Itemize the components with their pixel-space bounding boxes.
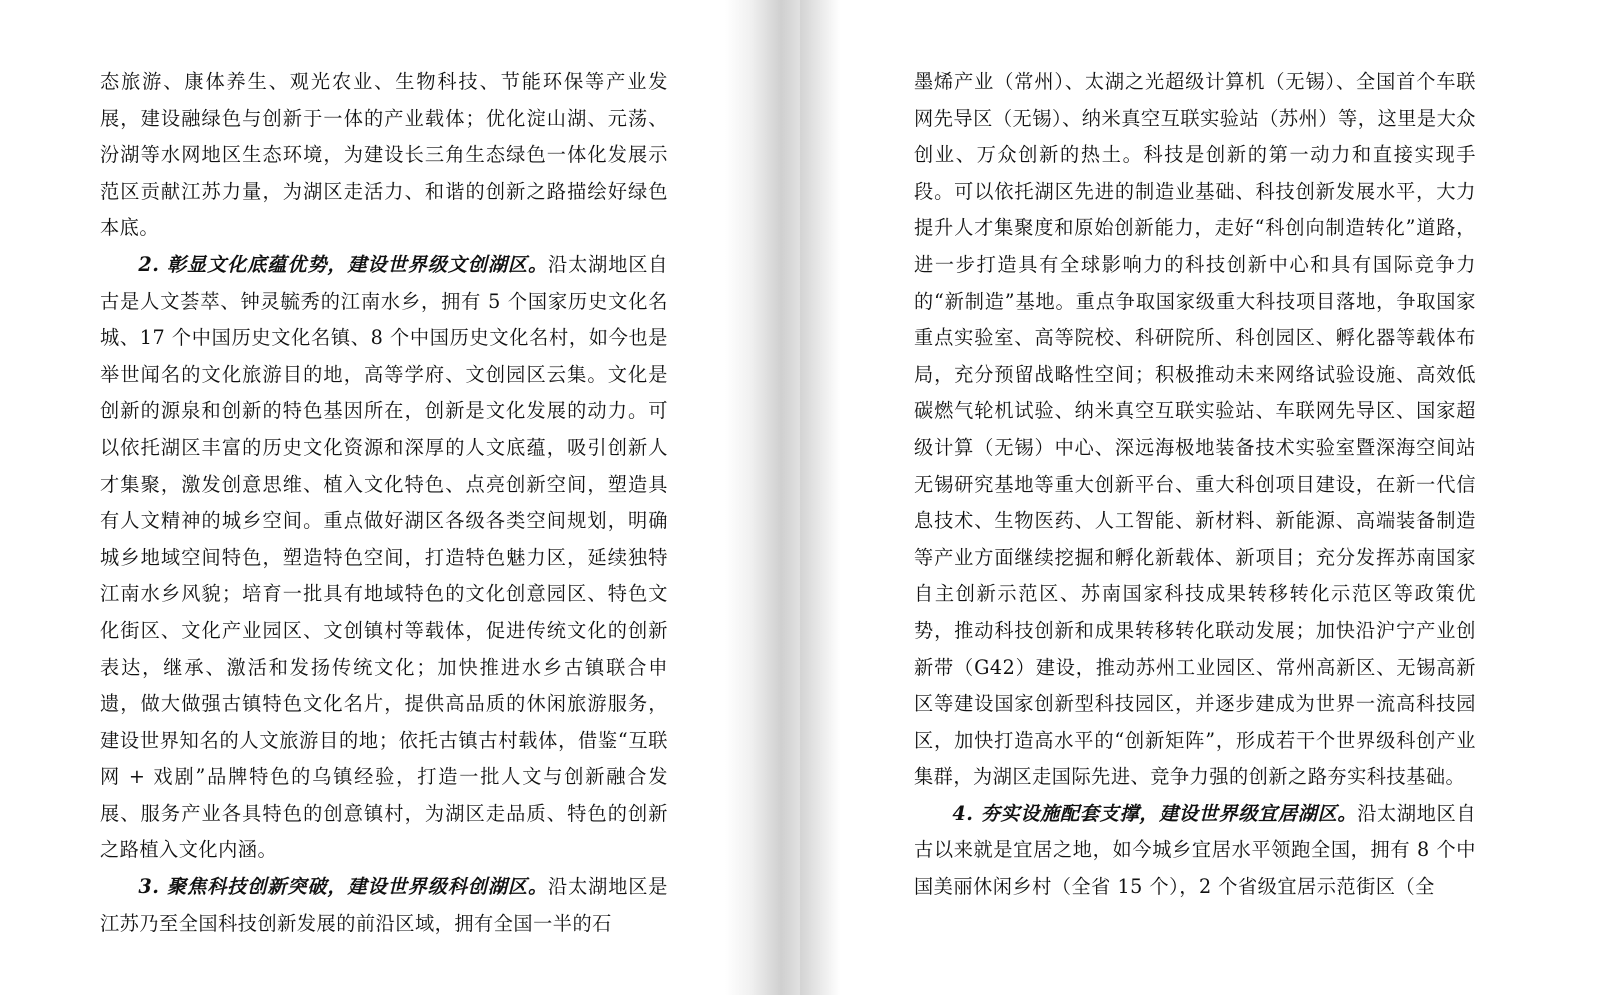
left-page-text: [100, 64, 668, 942]
paragraph: [100, 64, 668, 247]
paragraph-text: 墨烯产业（常州）、太湖之光超级计算机（无锡）、全国首个车联网先导区（无锡）、纳米真空互联实验站（苏州）等，这里是大众创业、万众创新的热土。科技是创新的第一动力和直接实现手段。可以依托湖区先进的制造业基础、科技创新发展水平，大力提升人才集聚度和原始创新能力，走好“科创向制造转化”道路，进一步打造具有全球影响力的科技创新中心和具有国际竞争力的“新制造”基地。重点争取国家级重大科技项目落地，争取国家重点实验室、高等院校、科研院所、科创园区、孵化器等载体布局，充分预留战略性空间；积极推动未来网络试验设施、高效低碳燃气轮机试验、纳米真空互联实验站、车联网先导区、国家超级计算（无锡）中心、深远海极地装备技术实验室暨深海空间站无锡研究基地等重大创新平台、重大科创项目建设，在新一代信息技术、生物医药、人工智能、新材料、新能源、高端装备制造等产业方面继续挖掘和孵化新载体、新项目；充分发挥苏南国家自主创新示范区、苏南国家科技成果转移转化示范区等政策优势，推动科技创新和成果转移转化联动发展；加快沿沪宁产业创新带（G42）建设，推动苏州工业园区、常州高新区、无锡高新区等建设国家创新型科技园区，并逐步建成为世界一流高科技园区，加快打造高水平的“创新矩阵”，形成若干个世界级科创产业集群，为湖区走国际先进、竞争力强的创新之路夯实科技基础。: [914, 70, 1476, 789]
section-heading: 2. 彰显文化底蕴优势，建设世界级文创湖区。: [138, 252, 549, 276]
book-gutter: [725, 0, 800, 995]
section-heading: 3. 聚焦科技创新突破，建设世界级科创湖区。: [138, 875, 549, 899]
paragraph-text: 沿太湖地区是江苏乃至全国科技创新发展的前沿区域，拥有全国一半的石: [100, 875, 668, 935]
paragraph-text: 沿太湖地区自古以来就是宜居之地，如今城乡宜居水平领跑全国，拥有 8 个中国美丽休闲乡村（全省 15 个），2 个省级宜居示范街区（全: [914, 801, 1476, 899]
paragraph: [914, 64, 1476, 796]
paragraph: [914, 796, 1476, 906]
paragraph-text: 态旅游、康体养生、观光农业、生物科技、节能环保等产业发展，建设融绿色与创新于一体的产业载体；优化淀山湖、元荡、汾湖等水网地区生态环境，为建设长三角生态绿色一体化发展示范区贡献江苏力量，为湖区走活力、和谐的创新之路描绘好绿色本底。: [100, 70, 668, 240]
right-page: [800, 0, 1600, 995]
paragraph-text: 沿太湖地区自古是人文荟萃、钟灵毓秀的江南水乡，拥有 5 个国家历史文化名城、17 个中国历史文化名镇、8 个中国历史文化名村，如今也是举世闻名的文化旅游目的地，高等学府、文创园区云集。文化是创新的源泉和创新的特色基因所在，创新是文化发展的动力。可以依托湖区丰富的历史文化资源和深厚的人文底蕴，吸引创新人才集聚，激发创意思维、植入文化特色、点亮创新空间，塑造具有人文精神的城乡空间。重点做好湖区各级各类空间规划，明确城乡地域空间特色，塑造特色空间，打造特色魅力区，延续独特江南水乡风貌；培育一批具有地域特色的文化创意园区、特色文化街区、文化产业园区、文创镇村等载体，促进传统文化的创新表达，继承、激活和发扬传统文化；加快推进水乡古镇联合申遗，做大做强古镇特色文化名片，提供高品质的休闲旅游服务，建设世界知名的人文旅游目的地；依托古镇古村载体，借鉴“互联网 + 戏剧”品牌特色的乌镇经验，打造一批人文与创新融合发展、服务产业各具特色的创意镇村，为湖区走品质、特色的创新之路植入文化内涵。: [100, 252, 668, 862]
paragraph: [100, 247, 668, 869]
page-shadow: [800, 0, 840, 995]
right-page-text: [914, 64, 1476, 906]
paragraph: [100, 869, 668, 942]
left-page: [0, 0, 780, 995]
section-heading: 4. 夯实设施配套支撑，建设世界级宜居湖区。: [952, 801, 1358, 825]
